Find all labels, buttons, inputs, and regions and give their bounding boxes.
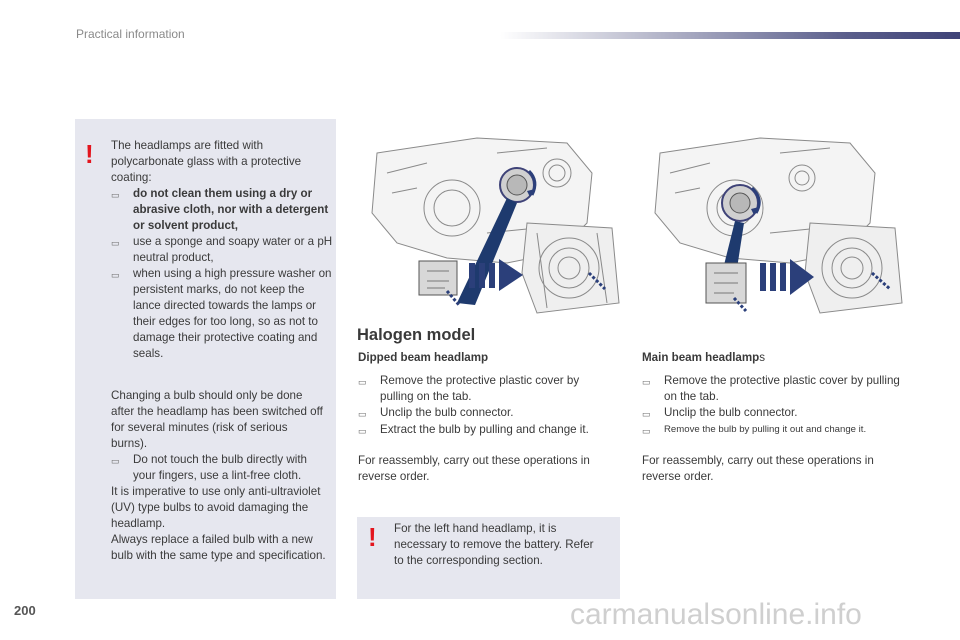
section-title: Halogen model bbox=[357, 326, 476, 344]
bullet-marker: ▭ bbox=[111, 190, 120, 200]
bullet-marker: ▭ bbox=[111, 270, 120, 280]
header-accent-bar bbox=[500, 32, 960, 39]
main-beam-illustration bbox=[640, 133, 903, 318]
list-item bbox=[358, 422, 613, 439]
list-item-text: Extract the bulb by pulling and change it. bbox=[380, 423, 589, 436]
list-item bbox=[111, 186, 333, 234]
bullet-marker: ▭ bbox=[358, 426, 367, 436]
list-item-text: use a sponge and soapy water or a pH neutral product, bbox=[133, 235, 333, 264]
list-item bbox=[642, 405, 902, 422]
list-item bbox=[111, 234, 333, 266]
main-beam-steps bbox=[642, 373, 902, 439]
exclamation-icon: ! bbox=[368, 522, 377, 552]
coating-warning-text bbox=[111, 138, 333, 362]
list-item bbox=[358, 405, 613, 422]
replace-bulb-paragraph: Always replace a failed bulb with a new bulb with the same type and specification. bbox=[111, 533, 326, 562]
uv-bulb-paragraph: It is imperative to use only anti-ultraviolet (UV) type bulbs to avoid damaging the headlamp. bbox=[111, 485, 321, 530]
bullet-marker: ▭ bbox=[111, 456, 120, 466]
list-item bbox=[358, 373, 613, 405]
main-reassembly-text: For reassembly, carry out these operations in reverse order. bbox=[642, 454, 874, 483]
bullet-marker: ▭ bbox=[358, 409, 367, 419]
list-item bbox=[111, 266, 333, 362]
coating-intro: The headlamps are fitted with polycarbonate glass with a protective coating: bbox=[111, 139, 302, 184]
main-beam-title-main: Main beam headlamp bbox=[642, 351, 760, 364]
bullet-marker: ▭ bbox=[642, 377, 651, 387]
battery-note-text: For the left hand headlamp, it is necessary to remove the battery. Refer to the corresponding section. bbox=[394, 522, 594, 567]
dipped-reassembly-text: For reassembly, carry out these operations in reverse order. bbox=[358, 454, 590, 483]
bullet-marker: ▭ bbox=[642, 409, 651, 419]
list-item bbox=[642, 422, 902, 439]
list-item-text: Remove the protective plastic cover by pulling on the tab. bbox=[380, 374, 580, 403]
list-item-text: Do not touch the bulb directly with your fingers, use a lint-free cloth. bbox=[133, 453, 308, 482]
list-item-text: when using a high pressure washer on persistent marks, do not keep the lance directed towards the lamps or their edges for too long, so as not to damage their protective coating and seals. bbox=[133, 267, 332, 360]
list-item-text: Remove the protective plastic cover by pulling on the tab. bbox=[664, 374, 900, 403]
section-header-title: Practical information bbox=[76, 27, 185, 41]
list-item bbox=[642, 373, 902, 405]
bullet-marker: ▭ bbox=[642, 426, 651, 436]
list-item-text: Remove the bulb by pulling it out and change it. bbox=[664, 424, 867, 435]
main-beam-title bbox=[642, 351, 765, 364]
list-item-text: Unclip the bulb connector. bbox=[664, 406, 798, 419]
list-item bbox=[111, 452, 326, 484]
bullet-marker: ▭ bbox=[358, 377, 367, 387]
list-item-text: Unclip the bulb connector. bbox=[380, 406, 514, 419]
list-item-text: do not clean them using a dry or abrasive cloth, nor with a detergent or solvent product, bbox=[133, 187, 329, 232]
page-number: 200 bbox=[14, 603, 36, 618]
main-beam-title-suffix: s bbox=[759, 351, 766, 364]
dipped-beam-steps bbox=[358, 373, 613, 439]
exclamation-icon: ! bbox=[85, 139, 94, 169]
bullet-marker: ▭ bbox=[111, 238, 120, 248]
dipped-beam-title: Dipped beam headlamp bbox=[358, 351, 489, 364]
bulb-change-text bbox=[111, 388, 326, 564]
dipped-beam-illustration bbox=[357, 133, 620, 318]
bulb-warning-paragraph: Changing a bulb should only be done after the headlamp has been switched off for several minutes (risk of serious burns). bbox=[111, 389, 323, 450]
watermark-text: carmanualsonline.info bbox=[570, 598, 862, 631]
